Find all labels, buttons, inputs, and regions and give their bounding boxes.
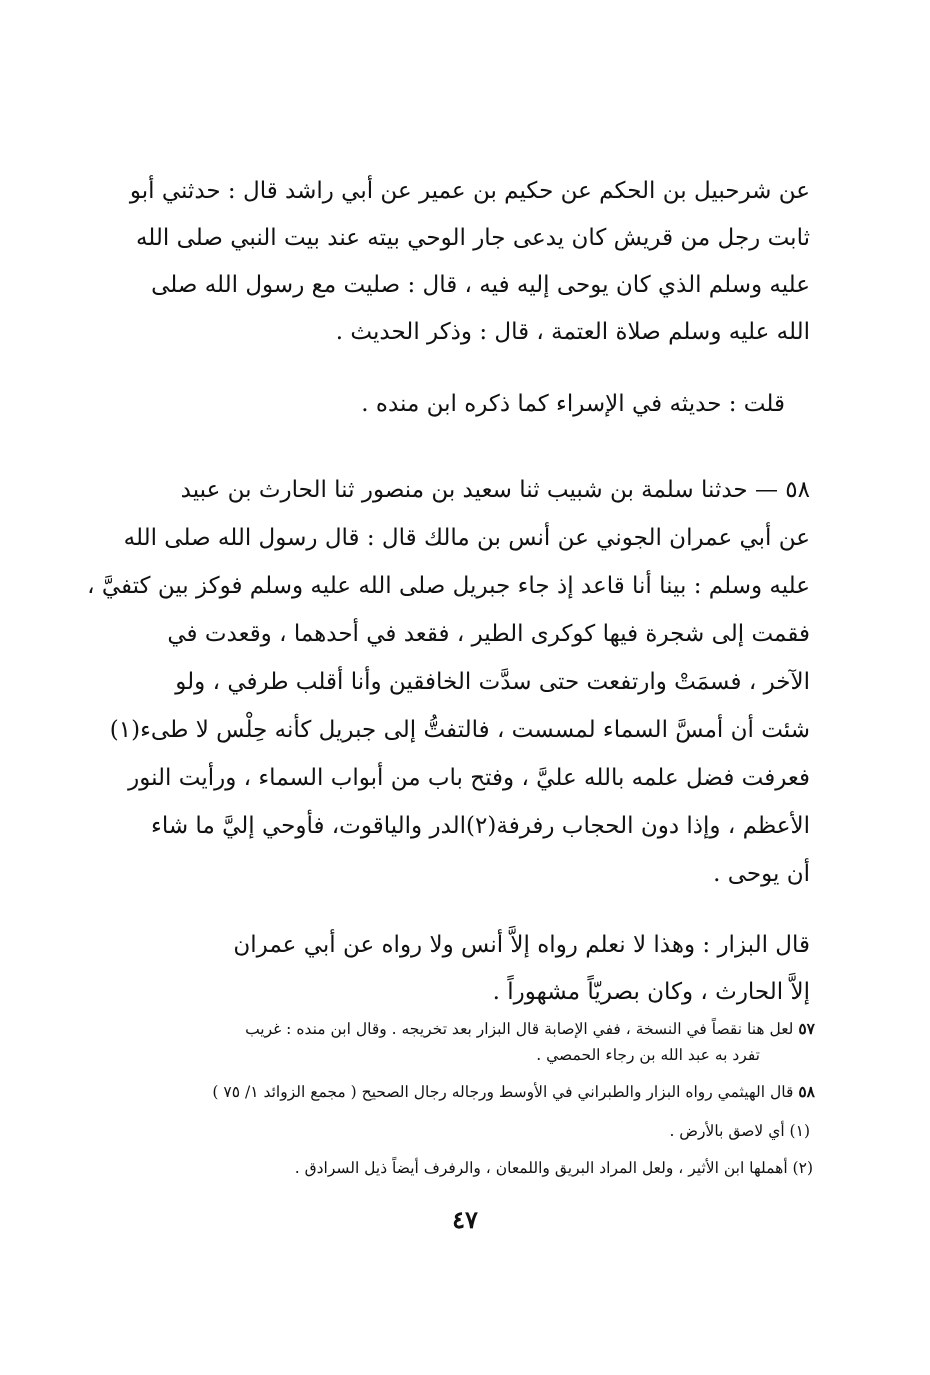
footnote-line: (١) أي لاصق بالأرض . <box>669 1122 810 1140</box>
text-line: إلاَّ الحارث ، وكان بصريّاً مشهوراً . <box>492 979 810 1005</box>
footnote-58 <box>140 1078 815 1105</box>
paragraph-bazzar-note <box>138 922 810 1016</box>
text-line: الله عليه وسلم صلاة العتمة ، قال : وذكر الحديث . <box>335 319 810 345</box>
footnote-text: لعل هنا نقصاً في النسخة ، ففي الإصابة قال البزار بعد تخريجه . وقال ابن منده : غريب <box>245 1020 794 1038</box>
text-line: عليه وسلم : بينا أنا قاعد إذ جاء جبريل صلى الله عليه وسلم فوكز بين كتفيَّ ، <box>87 573 810 599</box>
text-line: أن يوحى . <box>713 861 810 887</box>
text-line: فقمت إلى شجرة فيها كوكرى الطير ، فقعد في أحدهما ، وقعدت في <box>167 621 810 647</box>
text-line: ثابت رجل من قريش كان يدعى جار الوحي بيته عند بيت النبي صلى الله <box>135 225 810 251</box>
footnote-line: (٢) أهملها ابن الأثير ، ولعل المراد البريق واللمعان ، والرفرف أيضاً ذيل السرادق . <box>294 1159 813 1177</box>
text-line: ٥٨ — حدثنا سلمة بن شبيب ثنا سعيد بن منصور ثنا الحارث بن عبيد <box>180 477 810 503</box>
footnote-1 <box>560 1118 810 1145</box>
footnote-number: ٥٧ <box>798 1019 815 1038</box>
footnote-number: ٥٨ <box>798 1082 815 1101</box>
footnote-line <box>175 1015 815 1042</box>
text-line: عن أبي عمران الجوني عن أنس بن مالك قال : قال رسول الله صلى الله <box>123 525 810 551</box>
page-number: ٤٧ <box>452 1205 478 1234</box>
text-line: الأعظم ، وإذا دون الحجاب رفرفة(٢)الدر والياقوت، فأوحي إليَّ ما شاء <box>151 813 810 839</box>
footnote-text: قال الهيثمي رواه البزار والطبراني في الأوسط ورجاله رجال الصحيح ( مجمع الزوائد ١/ ٧٥ ) <box>212 1083 794 1101</box>
paragraph-author-comment <box>330 381 785 428</box>
text-line: عليه وسلم الذي كان يوحى إليه فيه ، قال : صليت مع رسول الله صلى <box>151 272 810 298</box>
text-line: عن شرحبيل بن الحكم عن حكيم بن عمير عن أبي راشد قال : حدثني أبو <box>129 178 810 204</box>
footnote-line <box>140 1078 815 1105</box>
text-line: قلت : حديثه في الإسراء كما ذكره ابن منده . <box>361 391 785 417</box>
paragraph-hadith-58 <box>87 466 810 898</box>
text-line: شئت أن أمسَّ السماء لمسست ، فالتفتُّ إلى جبريل كأنه حِلْس لا طىء(١) <box>109 717 810 743</box>
footnote-2 <box>205 1155 813 1182</box>
text-line: الآخر ، فسمَتْ وارتفعت حتى سدَّت الخافقين وأنا أقلب طرفي ، ولو <box>175 669 810 695</box>
footnote-line: تفرد به عبد الله بن رجاء الحمصي . <box>536 1046 760 1064</box>
text-line: فعرفت فضل علمه بالله عليَّ ، وفتح باب من أبواب السماء ، ورأيت النور <box>128 765 810 791</box>
footnote-57 <box>175 1015 815 1069</box>
paragraph-hadith-continuation <box>130 168 810 356</box>
text-line: قال البزار : وهذا لا نعلم رواه إلاَّ أنس ولا رواه عن أبي عمران <box>233 932 810 958</box>
